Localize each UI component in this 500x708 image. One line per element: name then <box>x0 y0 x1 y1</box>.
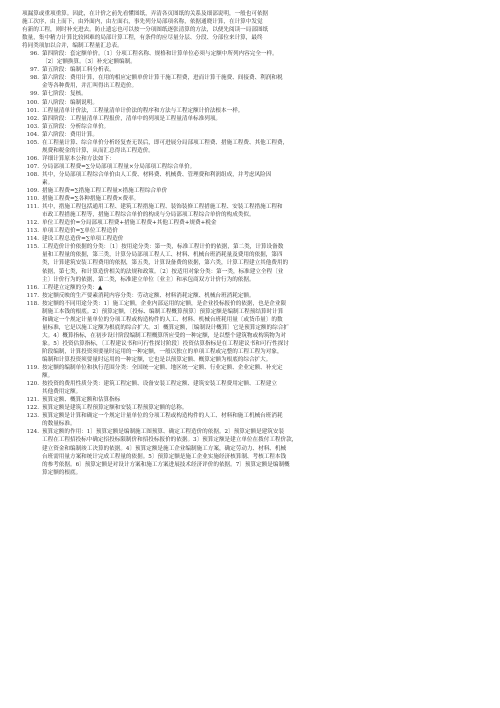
item-text-line: 预算定额、概算定额和估算指标 <box>42 397 121 404</box>
list-item <box>22 171 478 187</box>
item-text-line: 的数量标准。 <box>42 421 76 428</box>
item-number: 124. <box>26 429 39 436</box>
item-text-line: 大。4〕概算指标，在初步设计阶段编制工程概算所应受的一种定额，是以整个建筑物或构筑物为对 <box>42 332 287 339</box>
item-number: 116. <box>26 284 39 291</box>
item-text <box>42 235 478 243</box>
list-item <box>22 396 478 404</box>
item-text <box>42 396 478 404</box>
item-text <box>42 203 478 219</box>
list-item <box>22 284 478 292</box>
item-text-line: 其他费用定额。 <box>42 389 82 396</box>
item-text-line: 〔2〕定额换算。〔3〕补充定额编制。 <box>42 59 136 66</box>
item-text-line: 按投资的费用性质分类：建筑工程定额、设备安装工程定额、建筑安装工程费用定额、工程建立 <box>42 381 277 388</box>
item-text-line: 第六阶段：费用计算，在用的相应定额单价计算干施工程费，进而计算干施费、间接费、利润和税 <box>42 75 283 82</box>
item-text-line: 建立资金和编制竣工决算的依据。4〕预算定额是施工企业编制施工方案，确定劳动力、材料、机械 <box>42 445 287 452</box>
intro-line: 将同类项加以合并，编制工程量汇总表。 <box>22 43 123 50</box>
item-text-line: 预算定额的作用：1〕预算定额是编制施工图预算、确定工程造价的依据。2〕预算定额是建筑安装 <box>42 429 285 436</box>
list-item <box>22 300 478 364</box>
item-text <box>42 195 478 203</box>
item-number: 119. <box>26 365 39 372</box>
list-item <box>22 219 478 227</box>
item-text-line: 工程建立定额的分类：▲ <box>42 284 103 291</box>
item-text-line: 依据，第七类，和计算造价相关的法规和政策。〔2〕按适用对象分类：第一类，标准建立全程〔业 <box>42 268 284 275</box>
item-number: 113. <box>26 228 39 235</box>
item-text-line: 算定额的根底。 <box>42 469 82 476</box>
item-number: 121. <box>26 397 39 404</box>
item-text-line: 单项工程造价=∑单位工程造价 <box>42 228 118 235</box>
item-text <box>42 139 478 155</box>
item-text-line: 分局部项工程费=∑分局部项工程量×分局部项工程综合单价。 <box>42 163 196 170</box>
list-item <box>22 66 478 74</box>
item-number: 120. <box>26 381 39 388</box>
item-number: 96. <box>30 51 39 58</box>
list-item <box>22 74 478 90</box>
item-text-line: 市政工程措施工程等，措施工程综合单价的构成与分局部项工程综合单价的构成类似。 <box>42 212 255 219</box>
item-text-line: 和确定一个规定计量单位的分项工程或构造构件的人工、材料、机械台班耗用量〔或货币量〕的数 <box>42 316 283 323</box>
item-text-line: 单位工程造价=分局部项工程费+措施工程费+其他工程费+规费+税金 <box>42 220 217 227</box>
item-number: 123. <box>26 413 39 420</box>
list-item <box>22 187 478 195</box>
intro-line: 施工次序，由上而下，由外面内，由左面右，事先列分局部项名称，依据通晓计算，在计算中发觉 <box>22 19 263 26</box>
item-text <box>42 107 478 115</box>
item-text-line: 按定额反映的生产要素消耗内容分类：劳动定额、材料消耗定额、机械台班消耗定额。 <box>42 292 255 299</box>
list-item <box>22 115 478 123</box>
list-item <box>22 380 478 396</box>
item-text-line: 象。5〕投资估算指标，〔工程建议书和可行性探讨阶段〕投资估算指标是在工程建议书和可行性探讨 <box>42 340 289 347</box>
list-item <box>22 131 478 139</box>
item-number: 110. <box>26 196 39 203</box>
list-item <box>22 139 478 155</box>
item-text <box>42 292 478 300</box>
item-text <box>42 50 478 66</box>
item-text <box>42 74 478 90</box>
item-text-line: 阶段编制，计算投资须要量时运用的一种定额，一般以独立的单项工程或完整的工程工程为对象， <box>42 348 283 355</box>
list-item <box>22 235 478 243</box>
item-text <box>42 404 478 412</box>
list-item <box>22 428 478 476</box>
item-text-line: 第五阶段：编制工料分析表。 <box>42 67 115 74</box>
item-text-line: 在工程量计算、综合单价分析经复查无误后，即可进展分局部项工程费、措施工程费、其他工程费， <box>42 139 289 146</box>
item-number: 105. <box>26 139 39 146</box>
item-number: 115. <box>26 244 39 251</box>
item-text-line: 预算定额是建筑工程预算定额和安装工程预算定额的总称。 <box>42 405 188 412</box>
item-text-line: 规费和税金的计算，从而汇总得出工程造价。 <box>42 147 154 154</box>
item-text <box>42 227 478 235</box>
item-number: 109. <box>26 188 39 195</box>
item-text <box>42 66 478 74</box>
item-text-line: 其中，措施工程包括通用工程、建筑工程措施工程、装饰装修工程措施工程、安装工程措施工程和 <box>42 204 283 211</box>
item-text <box>42 171 478 187</box>
item-text-line: 第七阶段：复核。 <box>42 91 87 98</box>
item-text-line: 主〕计价行为的依据，第二类，标准建立单位〔业主〕和承包商双方计价行为的依据。 <box>42 276 255 283</box>
item-text <box>42 163 478 171</box>
list-item <box>22 404 478 412</box>
item-text-line: 类，计算建筑安装工程费用的依据，第五类，计算设备费的依据，第六类，计算工程建立其他费用的 <box>42 260 289 267</box>
item-text-line: 素。 <box>42 179 54 186</box>
item-text-line: 按定额的不同用途分类：1〕施工定额，企业内部运用的定额，是企业投标报价的依据，也是企业限 <box>42 300 287 307</box>
item-text-line: 第八阶段：编制说明。 <box>42 99 98 106</box>
item-text <box>42 284 478 292</box>
list-item <box>22 412 478 428</box>
list-item <box>22 364 478 380</box>
item-number: 122. <box>26 405 39 412</box>
list-item <box>22 203 478 219</box>
item-number: 114. <box>26 236 39 243</box>
item-number: 101. <box>26 107 39 114</box>
list-item <box>22 292 478 300</box>
item-text-line: 第五阶段：分析综合单价。 <box>42 123 110 130</box>
list-item <box>22 227 478 235</box>
item-text-line: 台班需用量方案和统计完成工程量的依据。5〕预算定额是施工企业实施经济核算制、考核工程本钱 <box>42 453 287 460</box>
item-text-line: 编制和计算投资须要量时运用的一种定额，它也是以预算定额、概算定额为根底的综合扩大。 <box>42 357 272 364</box>
item-text-line: 工程造价计价依据的分类：〔1〕按用途分类：第一类，标准工程计价的依据，第二类，计算设备数 <box>42 244 284 251</box>
list-item <box>22 195 478 203</box>
item-number: 102. <box>26 115 39 122</box>
intro-line: 项漏算或重项重算。因此，在计价之前先看懂图纸，弄清各页图纸的关系及细部说明，一般也可依据 <box>22 11 269 17</box>
item-text <box>42 90 478 98</box>
item-number: 106. <box>26 155 39 162</box>
item-text <box>42 243 478 283</box>
intro-paragraph <box>22 10 478 50</box>
item-text <box>42 187 478 195</box>
item-text-line: 详细计算原本公和方法如下： <box>42 155 115 162</box>
item-text-line: 制施工本钱的根底。2〕预算定额，〔投标、编制工程概算预算〕预算定额是编制工程预结算时计算 <box>42 308 284 315</box>
item-number: 108. <box>26 171 39 178</box>
list-item <box>22 107 478 115</box>
list-item <box>22 155 478 163</box>
item-text <box>42 300 478 364</box>
item-text-line: 第四阶段：套定额单价。〔1〕分项工程名称、规格和计算单位必须与定额中所列内容完全一样。 <box>42 51 278 58</box>
item-text-line: 措施工程费=∑措施工程工程量×措施工程综合单价 <box>42 188 168 195</box>
item-number: 112. <box>26 220 39 227</box>
item-number: 107. <box>26 163 39 170</box>
item-number: 111. <box>26 204 39 211</box>
item-text-line: 措施工程费=∑各种措施工程费×费率。 <box>42 196 140 203</box>
item-text-line: 量标准，它是以施工定额为根底的综合扩大。3〕概算定额，〔编制设计概算〕它是预算定额的综合扩 <box>42 324 289 331</box>
numbered-item-list <box>22 50 478 476</box>
item-text-line: 工程量清单计价法，工程量清单计价法的程序和方法与工程定额计价法根本一样。 <box>42 107 244 114</box>
item-number: 103. <box>26 123 39 130</box>
item-text-line: 量和工程量的依据，第三类，计算分局部项工程人工、材料、机械台班消耗量及费用的依据，第四 <box>42 252 283 259</box>
list-item <box>22 90 478 98</box>
item-text-line: 按定额的编制单位和执行范围分类：全国统一定额、地区统一定额、行业定额、企业定额、补充定 <box>42 365 283 372</box>
item-text-line: 额。 <box>42 373 54 380</box>
item-text-line: 第六阶段：费用计算。 <box>42 131 98 138</box>
item-number: 99. <box>30 91 39 98</box>
item-text <box>42 99 478 107</box>
intro-line: 数量，集中精力计算比较困难的局部计算工程，有条件的应尽量分层、分段、分部位来计算，最终 <box>22 35 263 42</box>
list-item <box>22 50 478 66</box>
item-number: 97. <box>30 67 39 74</box>
item-text <box>42 123 478 131</box>
item-text <box>42 380 478 396</box>
item-text <box>42 115 478 123</box>
item-text-line: 预算定额是计算和确定一个规定计量单位的分项工程或构造构件的人工、材料和施工机械台班消耗 <box>42 413 283 420</box>
item-text-line: 其中，分局部项工程综合单价由人工费、材料费、机械费、管理费和利润组成，并考虑风险因 <box>42 171 272 178</box>
item-text-line: 的参考依据。6〕预算定额是对设计方案和施工方案进展技术经济评价的依据。7〕预算定额是编制概 <box>42 461 290 468</box>
item-number: 117. <box>26 292 39 299</box>
item-text <box>42 155 478 163</box>
item-text <box>42 364 478 380</box>
item-text <box>42 131 478 139</box>
item-number: 104. <box>26 131 39 138</box>
item-text <box>42 219 478 227</box>
item-number: 98. <box>30 75 39 82</box>
intro-line: 有新的工程，则时补充进去。防止遗忘也可以按一分项图纸逐张清算的方法，以便先阅读一局部图纸 <box>22 27 269 34</box>
list-item <box>22 99 478 107</box>
list-item <box>22 123 478 131</box>
list-item <box>22 243 478 283</box>
item-text-line: 建设工程总造价=∑单项工程造价 <box>42 236 124 243</box>
item-text <box>42 428 478 476</box>
item-text <box>42 412 478 428</box>
item-number: 100. <box>26 99 39 106</box>
item-text-line: 工程在工程招投标中确定招投标限制价和招投标报价的依据。3〕预算定额是建立单位在拨付工程价款， <box>42 437 298 444</box>
item-text-line: 第四阶段：工程量清单工程报价，清单中的列项是工程量清单标准列项。 <box>42 115 222 122</box>
item-text-line: 金等各种费用，并汇叫得出工程造价。 <box>42 83 138 90</box>
item-number: 118. <box>26 300 39 307</box>
list-item <box>22 163 478 171</box>
